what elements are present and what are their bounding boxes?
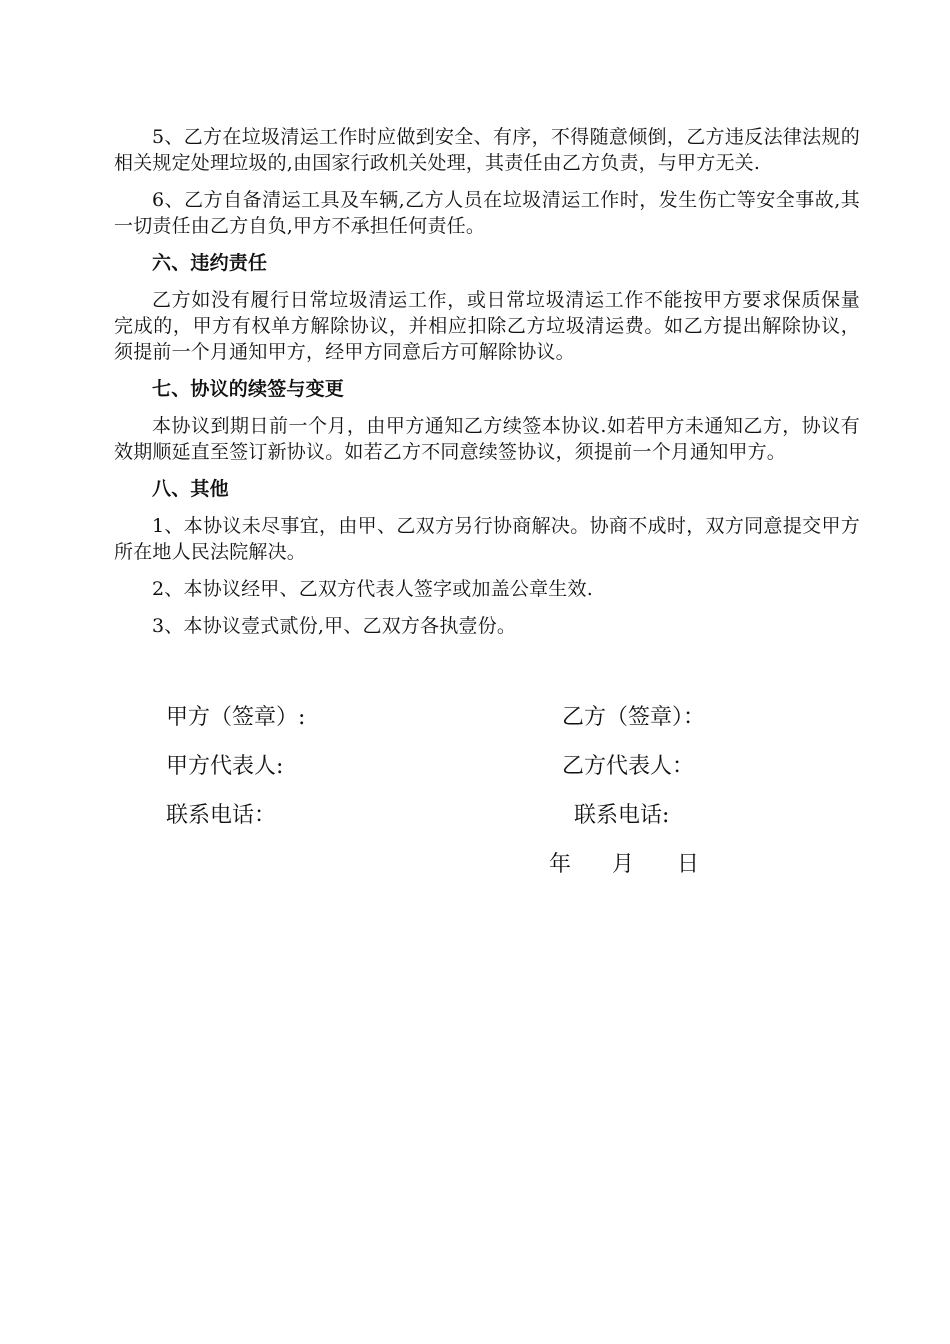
- party-a-phone-label: 联系电话：: [166, 803, 277, 828]
- party-a-seal-label: 甲方（签章）:: [166, 705, 306, 730]
- date-year-label: 年: [549, 852, 572, 877]
- section-heading-other: 八、其他: [152, 478, 229, 500]
- party-b-seal-label: 乙方（签章）：: [562, 705, 706, 730]
- section-heading-renewal: 七、协议的续签与变更: [152, 378, 345, 400]
- other-clause-3: 3、本协议壹式贰份,甲、乙双方各执壹份。: [152, 615, 517, 637]
- clause-5: 5、乙方在垃圾清运工作时应做到安全、有序，不得随意倾倒，乙方违反法律法规的相关规定处理垃圾的,由国家行政机关处理，其责任由乙方负责，与甲方无关.: [114, 126, 860, 174]
- party-a-representative-label: 甲方代表人:: [166, 754, 284, 779]
- other-clause-2: 2、本协议经甲、乙双方代表人签字或加盖公章生效.: [152, 578, 593, 600]
- breach-paragraph: 乙方如没有履行日常垃圾清运工作，或日常垃圾清运工作不能按甲方要求保质保量完成的，甲方有权单方解除协议，并相应扣除乙方垃圾清运费。如乙方提出解除协议，须提前一个月通知甲方，经甲方同意后方可解除协议。: [114, 289, 860, 363]
- party-b-representative-label: 乙方代表人：: [562, 754, 695, 779]
- clause-6: 6、乙方自备清运工具及车辆,乙方人员在垃圾清运工作时，发生伤亡等安全事故,其一切责任由乙方自负,甲方不承担任何责任。: [114, 189, 860, 237]
- renewal-paragraph: 本协议到期日前一个月，由甲方通知乙方续签本协议.如若甲方未通知乙方，协议有效期顺延直至签订新协议。如若乙方不同意续签协议，须提前一个月通知甲方。: [114, 415, 860, 463]
- date-month-label: 月: [612, 852, 635, 877]
- other-clause-1: 1、本协议未尽事宜，由甲、乙双方另行协商解决。协商不成时，双方同意提交甲方所在地人民法院解决。: [114, 515, 860, 563]
- date-day-label: 日: [677, 852, 700, 877]
- party-b-phone-label: 联系电话:: [574, 803, 670, 828]
- section-heading-breach: 六、违约责任: [152, 252, 268, 274]
